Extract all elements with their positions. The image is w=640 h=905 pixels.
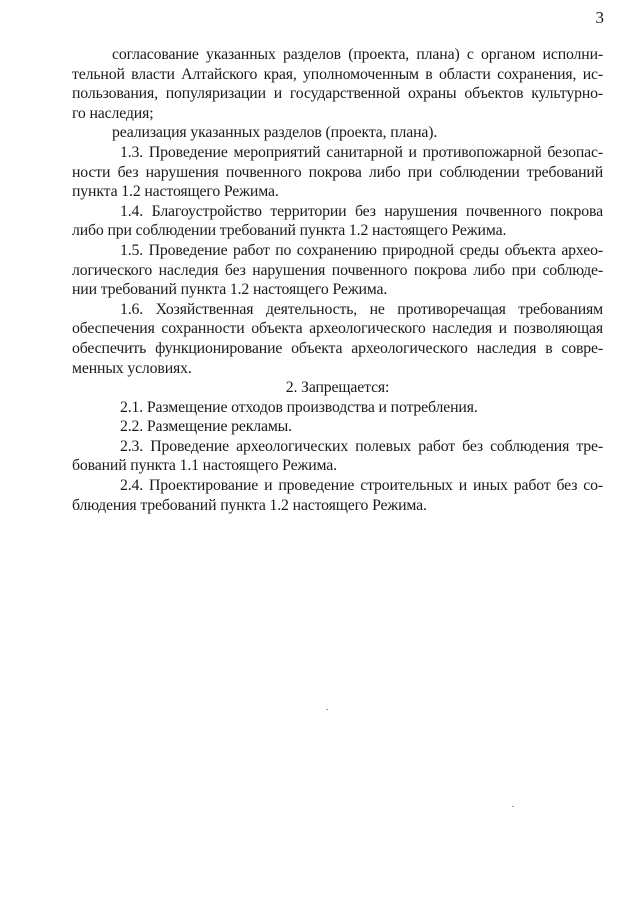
text-line: логического наследия без нарушения почвенного покрова либо при соблюде- [72, 261, 603, 279]
text-line: обеспечить функционирование объекта археологического наследия в совре- [72, 339, 603, 357]
text-line: 2.3. Проведение археологических полевых работ без соблюдения тре- [120, 437, 603, 455]
text-line: тельной власти Алтайского края, уполномоченным в области сохранения, ис- [72, 65, 603, 83]
text-line: 2.4. Проектирование и проведение строительных и иных работ без со- [120, 477, 603, 495]
text-line: бований пункта 1.1 настоящего Режима. [72, 457, 337, 475]
text-line: 1.3. Проведение мероприятий санитарной и противопожарной безопас- [120, 143, 603, 161]
page-number: 3 [595, 8, 604, 27]
text-line: го наследия; [72, 104, 154, 122]
text-line: пункта 1.2 настоящего Режима. [72, 183, 279, 201]
text-line: 2.2. Размещение рекламы. [120, 418, 292, 436]
text-line: менных условиях. [72, 359, 192, 377]
text-line: либо при соблюдении требований пункта 1.2 настоящего Режима. [72, 222, 507, 240]
text-line: блюдения требований пункта 1.2 настоящего Режима. [72, 496, 427, 514]
scan-speck [512, 806, 514, 807]
text-line: 1.5. Проведение работ по сохранению природной среды объекта архео- [120, 241, 603, 259]
text-line: 2. Запрещается: [285, 379, 390, 397]
text-line: 1.6. Хозяйственная деятельность, не противоречащая требованиям [120, 300, 603, 318]
scan-speck [326, 709, 328, 710]
text-line: 2.1. Размещение отходов производства и потребления. [120, 398, 478, 416]
text-line: обеспечения сохранности объекта археологического наследия и позволяющая [72, 320, 603, 338]
text-line: реализация указанных разделов (проекта, плана). [112, 124, 438, 142]
text-line: ности без нарушения почвенного покрова либо при соблюдении требований [72, 163, 603, 181]
document-body [72, 45, 603, 515]
text-line: согласование указанных разделов (проекта, плана) с органом исполни- [112, 46, 603, 63]
text-line: нии требований пункта 1.2 настоящего Режима. [72, 281, 388, 299]
text-line: 1.4. Благоустройство территории без нарушения почвенного покрова [120, 202, 603, 220]
text-line: пользования, популяризации и государственной охраны объектов культурно- [72, 85, 603, 103]
